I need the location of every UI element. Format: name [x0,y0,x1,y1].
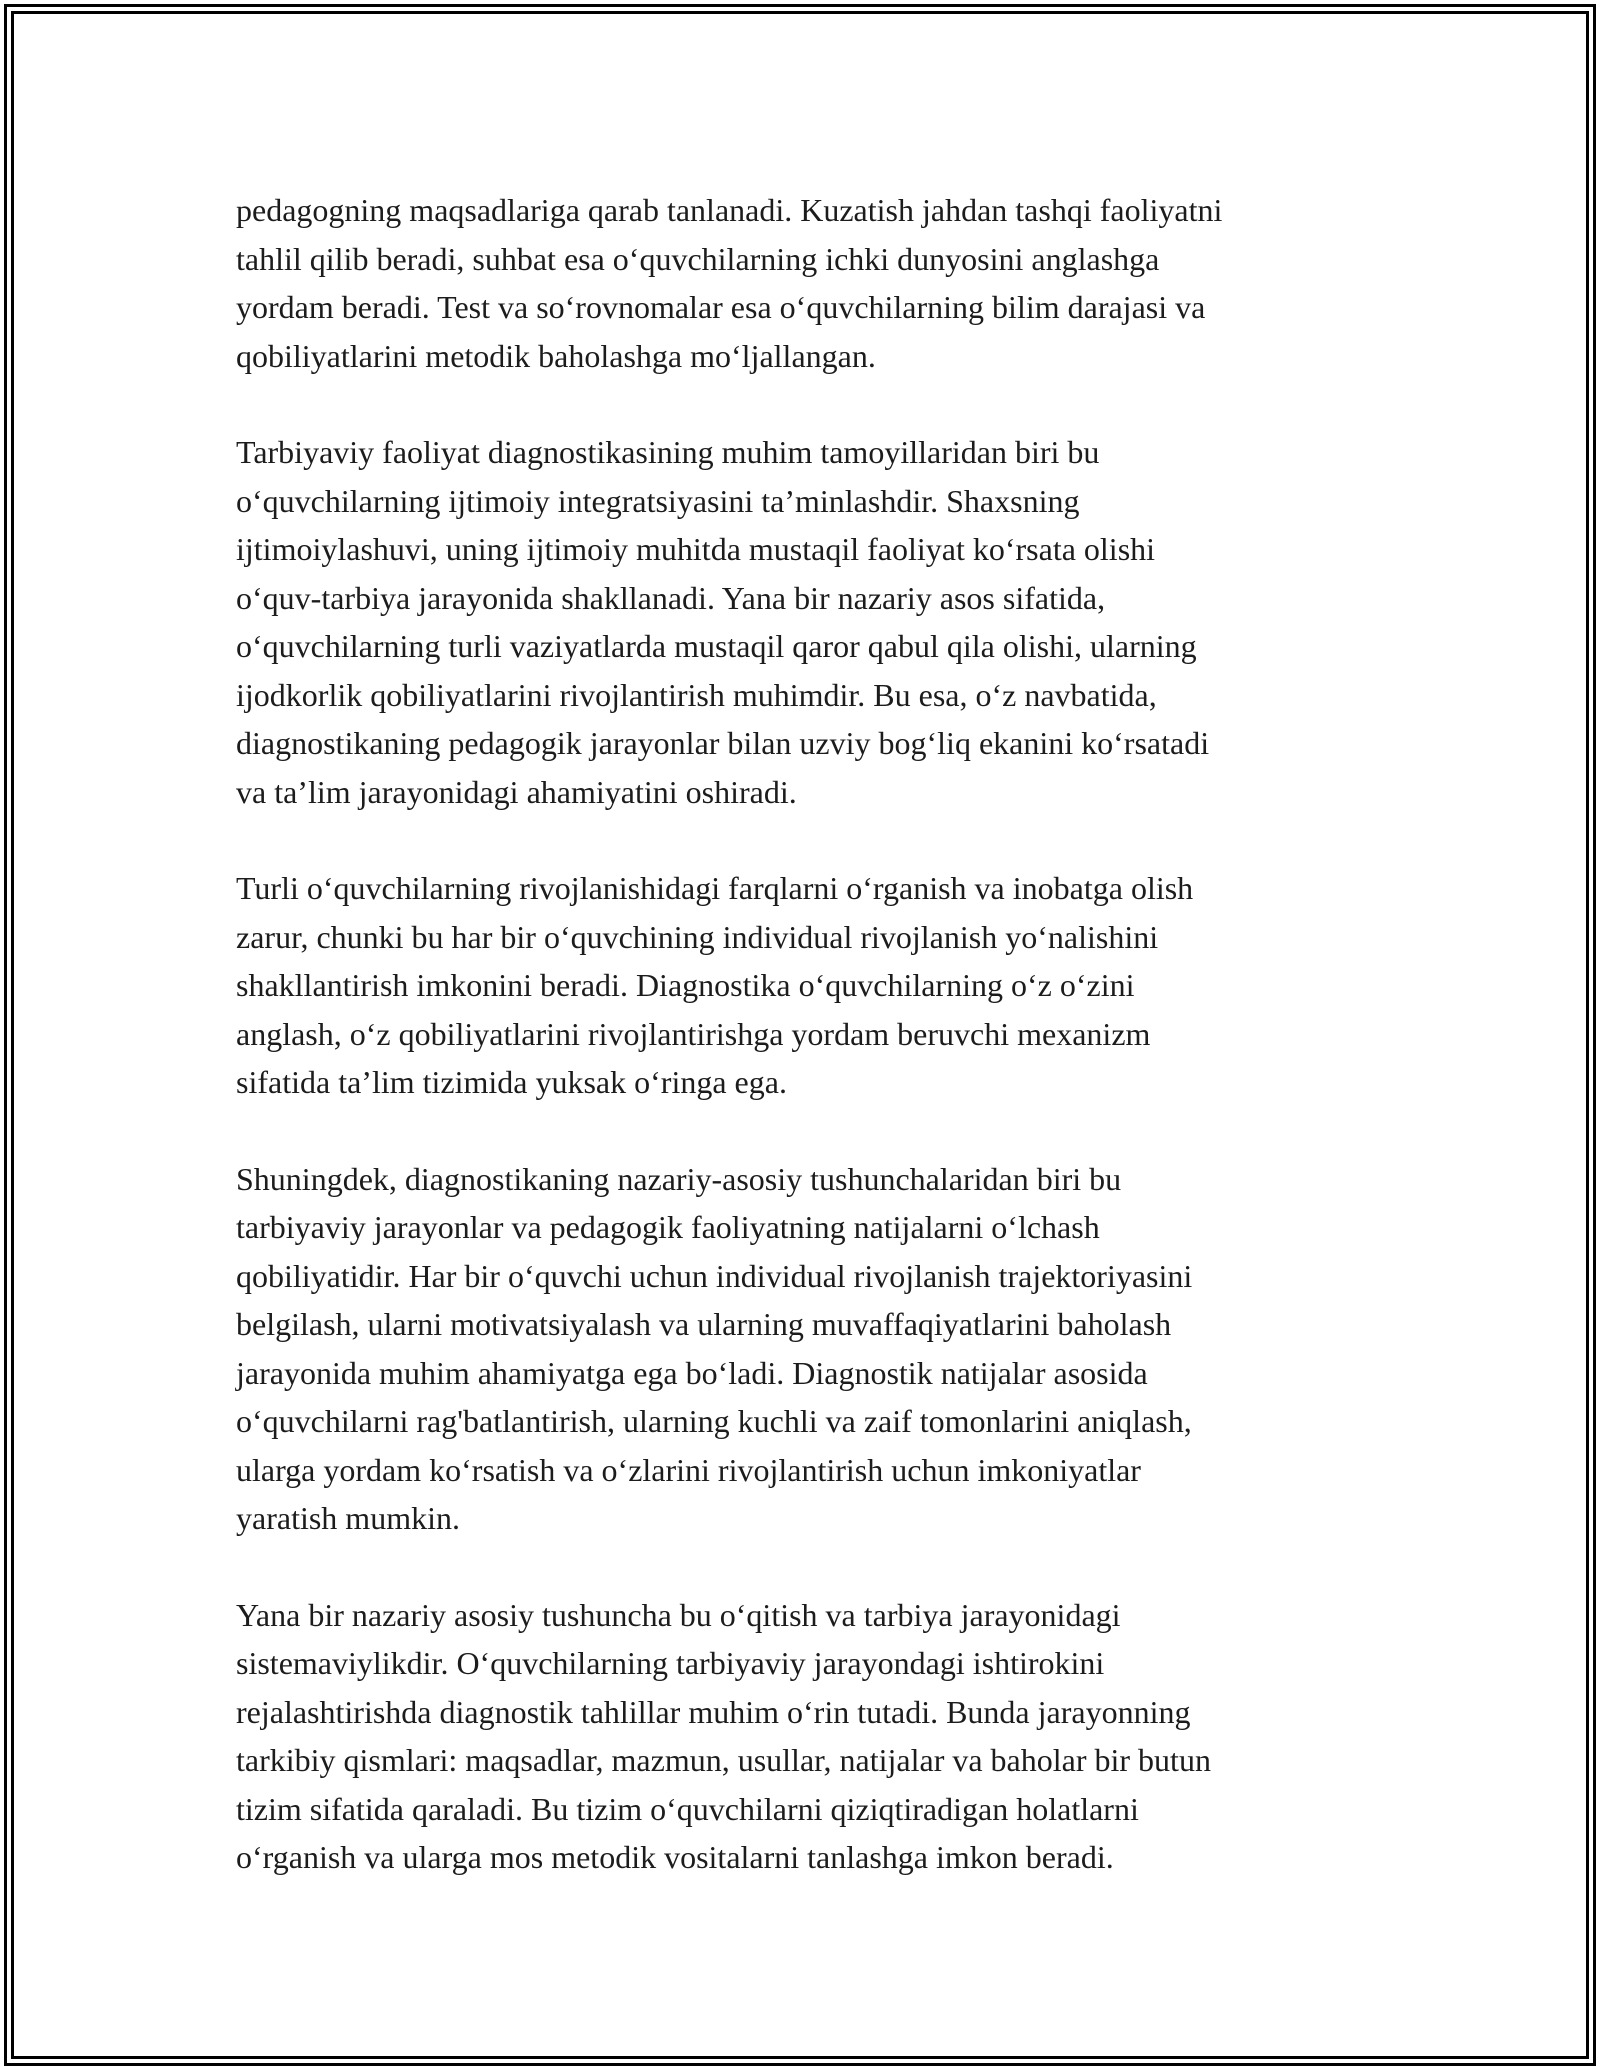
paragraph-4: Shuningdek, diagnostikaning nazariy-asosiy tushunchalaridan biri bu tarbiyaviy jarayonlar va pedagogik faoliyatning natijalarni o‘lchash qobiliyatidir. Har bir o‘quvchi uchun individual rivojlanish trajektoriyasini belgilash, ularni motivatsiyalash va ularning muvaffaqiyatlarini baholash jarayonida muhim ahamiyatga ega bo‘ladi. Diagnostik natijalar asosida o‘quvchilarni rag'batlantirish, ularning kuchli va zaif tomonlarini aniqlash, ularga yordam ko‘rsatish va o‘zlarini rivojlantirish uchun imkoniyatlar yaratish mumkin. [236,1160,1193,1536]
paragraph-2: Tarbiyaviy faoliyat diagnostikasining muhim tamoyillaridan biri bu o‘quvchilarning ijtimoiy integratsiyasini ta’minlashdir. Shaxsning ijtimoiylashuvi, uning ijtimoiy muhitda mustaqil faoliyat ko‘rsata olishi o‘quv-tarbiya jarayonida shakllanadi. Yana bir nazariy asos sifatida, o‘quvchilarning turli vaziyatlarda mustaqil qaror qabul qila olishi, ularning ijodkorlik qobiliyatlarini rivojlantirish muhimdir. Bu esa, o‘z navbatida, diagnostikaning pedagogik jarayonlar bilan uzviy bog‘liq ekanini ko‘rsatadi va ta’lim jarayonidagi ahamiyatini oshiradi. [236,434,1210,810]
paragraph-3: Turli o‘quvchilarning rivojlanishidagi farqlarni o‘rganish va inobatga olish zarur, chunki bu har bir o‘quvchining individual rivojlanish yo‘nalishini shakllantirish imkonini beradi. Diagnostika o‘quvchilarning o‘z o‘zini anglash, o‘z qobiliyatlarini rivojlantirishga yordam beruvchi mexanizm sifatida ta’lim tizimida yuksak o‘ringa ega. [236,870,1194,1100]
paragraph-5: Yana bir nazariy asosiy tushuncha bu o‘qitish va tarbiya jarayonidagi sistemaviylikdir. O‘quvchilarning tarbiyaviy jarayondagi ishtirokini rejalashtirishda diagnostik tahlillar muhim o‘rin tutadi. Bunda jarayonning tarkibiy qismlari: maqsadlar, mazmun, usullar, natijalar va baholar bir butun tizim sifatida qaraladi. Bu tizim o‘quvchilarni qiziqtiradigan holatlarni o‘rganish va ularga mos metodik vositalarni tanlashga imkon beradi. [236,1596,1211,1875]
document-body [236,186,1386,1882]
paragraph-1: pedagogning maqsadlariga qarab tanlanadi. Kuzatish jahdan tashqi faoliyatni tahlil qilib beradi, suhbat esa o‘quvchilarning ichki dunyosini anglashga yordam beradi. Test va so‘rovnomalar esa o‘quvchilarning bilim darajasi va qobiliyatlarini metodik baholashga mo‘ljallangan. [236,192,1223,374]
